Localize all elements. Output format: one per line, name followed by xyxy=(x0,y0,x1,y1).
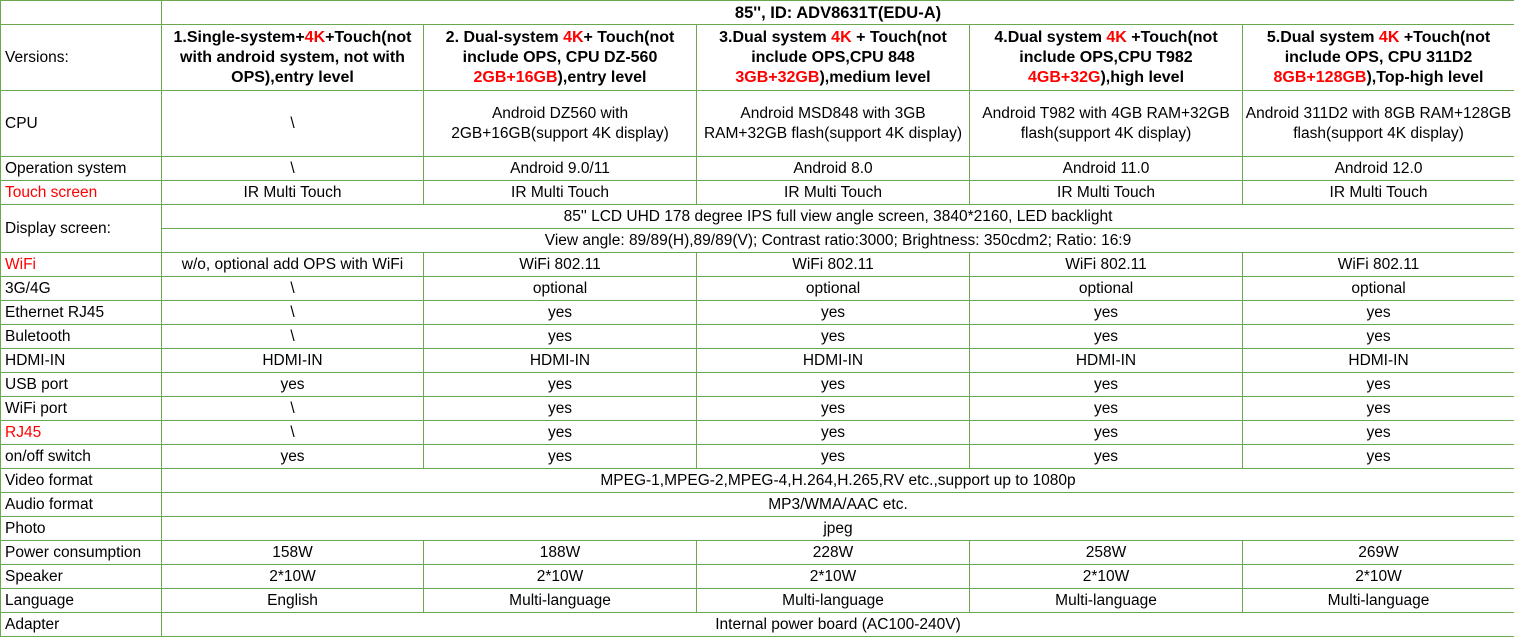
spec-cell-operation-system-version-3: Android 8.0 xyxy=(697,157,970,181)
spec-cell-rj45-version-1: \ xyxy=(162,421,424,445)
spec-cell-power-consumption-version-5: 269W xyxy=(1243,541,1514,565)
spec-cell-power-consumption-version-1: 158W xyxy=(162,541,424,565)
spec-cell-wifi-version-2: WiFi 802.11 xyxy=(424,253,697,277)
spec-cell-touch-screen-version-1: IR Multi Touch xyxy=(162,181,424,205)
spec-row xyxy=(1,517,1514,541)
spec-cell-language-version-3: Multi-language xyxy=(697,589,970,613)
version-1-text-a: 1.Single-system+ xyxy=(174,29,305,46)
spec-value-display-screen-line-2: View angle: 89/89(H),89/89(V); Contrast ratio:3000; Brightness: 350cdm2; Ratio: 16:9 xyxy=(162,229,1514,253)
spec-value-display-screen-line-1: 85'' LCD UHD 178 degree IPS full view angle screen, 3840*2160, LED backlight xyxy=(162,205,1514,229)
spec-cell-3g-4g-version-2: optional xyxy=(424,277,697,301)
version-header-3 xyxy=(697,25,970,91)
spec-row xyxy=(1,91,1514,157)
row-label-wifi-port: WiFi port xyxy=(1,397,162,421)
row-label-power-consumption: Power consumption xyxy=(1,541,162,565)
version-5-text-a: 5.Dual system xyxy=(1267,29,1379,46)
spec-row xyxy=(1,373,1514,397)
version-1-text-4k: 4K xyxy=(305,29,325,46)
row-label-versions: Versions: xyxy=(1,25,162,91)
version-4-text-a: 4.Dual system xyxy=(994,29,1106,46)
spec-cell-touch-screen-version-5: IR Multi Touch xyxy=(1243,181,1514,205)
version-3-text-c: + Touch(not include OPS,CPU 848 xyxy=(751,29,947,66)
version-4-text-memory: 4GB+32G xyxy=(1028,69,1100,86)
spec-cell-language-version-2: Multi-language xyxy=(424,589,697,613)
version-4-text-e: ),high level xyxy=(1100,69,1184,86)
row-label-photo: Photo xyxy=(1,517,162,541)
spec-row xyxy=(1,181,1514,205)
version-2-text-a: 2. Dual-system xyxy=(446,29,563,46)
spec-cell-rj45-version-5: yes xyxy=(1243,421,1514,445)
row-label-buletooth: Buletooth xyxy=(1,325,162,349)
spec-value-video-format: MPEG-1,MPEG-2,MPEG-4,H.264,H.265,RV etc.,support up to 1080p xyxy=(162,469,1514,493)
version-3-text-memory: 3GB+32GB xyxy=(735,69,819,86)
spec-row xyxy=(1,421,1514,445)
row-label-on-off-switch: on/off switch xyxy=(1,445,162,469)
spec-cell-wifi-version-3: WiFi 802.11 xyxy=(697,253,970,277)
spec-row xyxy=(1,301,1514,325)
spec-cell-on-off-switch-version-3: yes xyxy=(697,445,970,469)
spec-row xyxy=(1,397,1514,421)
version-4-text-c: +Touch(not include OPS,CPU T982 xyxy=(1019,29,1217,66)
spec-row xyxy=(1,445,1514,469)
spec-cell-hdmi-in-version-4: HDMI-IN xyxy=(970,349,1243,373)
spec-row xyxy=(1,613,1514,637)
spec-cell-speaker-version-1: 2*10W xyxy=(162,565,424,589)
spec-cell-cpu-version-1: \ xyxy=(162,91,424,157)
spec-table-body xyxy=(1,1,1514,637)
row-label-touch-screen: Touch screen xyxy=(1,181,162,205)
row-label-usb-port: USB port xyxy=(1,373,162,397)
row-label-ethernet-rj45: Ethernet RJ45 xyxy=(1,301,162,325)
spec-cell-hdmi-in-version-2: HDMI-IN xyxy=(424,349,697,373)
spec-cell-wifi-version-1: w/o, optional add OPS with WiFi xyxy=(162,253,424,277)
spec-cell-touch-screen-version-2: IR Multi Touch xyxy=(424,181,697,205)
spec-cell-wifi-port-version-3: yes xyxy=(697,397,970,421)
version-5-text-c: +Touch(not include OPS, CPU 311D2 xyxy=(1285,29,1490,66)
spec-cell-wifi-port-version-4: yes xyxy=(970,397,1243,421)
spec-cell-power-consumption-version-2: 188W xyxy=(424,541,697,565)
corner-cell xyxy=(1,1,162,25)
spec-cell-wifi-port-version-1: \ xyxy=(162,397,424,421)
spec-row xyxy=(1,253,1514,277)
spec-cell-usb-port-version-5: yes xyxy=(1243,373,1514,397)
version-3-text-e: ),medium level xyxy=(819,69,930,86)
spec-value-audio-format: MP3/WMA/AAC etc. xyxy=(162,493,1514,517)
row-label-wifi: WiFi xyxy=(1,253,162,277)
row-label-operation-system: Operation system xyxy=(1,157,162,181)
spec-cell-hdmi-in-version-5: HDMI-IN xyxy=(1243,349,1514,373)
spec-cell-rj45-version-3: yes xyxy=(697,421,970,445)
row-label-speaker: Speaker xyxy=(1,565,162,589)
row-label-hdmi-in: HDMI-IN xyxy=(1,349,162,373)
spec-row xyxy=(1,349,1514,373)
spec-cell-usb-port-version-1: yes xyxy=(162,373,424,397)
row-label-video-format: Video format xyxy=(1,469,162,493)
spec-cell-buletooth-version-5: yes xyxy=(1243,325,1514,349)
version-header-1 xyxy=(162,25,424,91)
spec-cell-buletooth-version-1: \ xyxy=(162,325,424,349)
version-3-text-a: 3.Dual system xyxy=(719,29,831,46)
spec-cell-usb-port-version-4: yes xyxy=(970,373,1243,397)
spec-cell-power-consumption-version-3: 228W xyxy=(697,541,970,565)
spec-cell-language-version-5: Multi-language xyxy=(1243,589,1514,613)
spec-row xyxy=(1,565,1514,589)
spec-cell-on-off-switch-version-4: yes xyxy=(970,445,1243,469)
spec-cell-operation-system-version-1: \ xyxy=(162,157,424,181)
version-1-text-c: +Touch(not with android system, not with OPS),entry level xyxy=(180,29,411,86)
version-4-text-4k: 4K xyxy=(1106,29,1126,46)
spec-row xyxy=(1,469,1514,493)
spec-cell-buletooth-version-4: yes xyxy=(970,325,1243,349)
spec-cell-rj45-version-2: yes xyxy=(424,421,697,445)
spec-cell-operation-system-version-2: Android 9.0/11 xyxy=(424,157,697,181)
spec-cell-language-version-1: English xyxy=(162,589,424,613)
spec-row xyxy=(1,229,1514,253)
version-5-text-memory: 8GB+128GB xyxy=(1274,69,1367,86)
spec-cell-cpu-version-3: Android MSD848 with 3GB RAM+32GB flash(support 4K display) xyxy=(697,91,970,157)
row-label-rj45: RJ45 xyxy=(1,421,162,445)
spec-cell-cpu-version-5: Android 311D2 with 8GB RAM+128GB flash(support 4K display) xyxy=(1243,91,1514,157)
version-2-text-c: + Touch(not include OPS, CPU DZ-560 xyxy=(463,29,675,66)
spec-cell-operation-system-version-4: Android 11.0 xyxy=(970,157,1243,181)
spec-cell-3g-4g-version-5: optional xyxy=(1243,277,1514,301)
spec-cell-buletooth-version-2: yes xyxy=(424,325,697,349)
spec-cell-wifi-port-version-5: yes xyxy=(1243,397,1514,421)
row-label-3g-4g: 3G/4G xyxy=(1,277,162,301)
version-5-text-4k: 4K xyxy=(1379,29,1399,46)
version-2-text-e: ),entry level xyxy=(558,69,647,86)
spec-row xyxy=(1,589,1514,613)
spec-cell-power-consumption-version-4: 258W xyxy=(970,541,1243,565)
spec-cell-touch-screen-version-4: IR Multi Touch xyxy=(970,181,1243,205)
spec-row xyxy=(1,541,1514,565)
version-header-2 xyxy=(424,25,697,91)
spec-row xyxy=(1,277,1514,301)
spec-cell-usb-port-version-2: yes xyxy=(424,373,697,397)
version-5-text-e: ),Top-high level xyxy=(1366,69,1483,86)
spec-cell-buletooth-version-3: yes xyxy=(697,325,970,349)
row-label-adapter: Adapter xyxy=(1,613,162,637)
spec-row xyxy=(1,493,1514,517)
spec-cell-ethernet-rj45-version-5: yes xyxy=(1243,301,1514,325)
spec-row xyxy=(1,157,1514,181)
spec-cell-ethernet-rj45-version-2: yes xyxy=(424,301,697,325)
table-title: 85'', ID: ADV8631T(EDU-A) xyxy=(162,1,1514,25)
spec-row xyxy=(1,205,1514,229)
spec-cell-on-off-switch-version-5: yes xyxy=(1243,445,1514,469)
spec-value-photo: jpeg xyxy=(162,517,1514,541)
version-2-text-4k: 4K xyxy=(563,29,583,46)
versions-row xyxy=(1,25,1514,91)
row-label-language: Language xyxy=(1,589,162,613)
version-2-text-memory: 2GB+16GB xyxy=(474,69,558,86)
spec-cell-speaker-version-3: 2*10W xyxy=(697,565,970,589)
spec-cell-operation-system-version-5: Android 12.0 xyxy=(1243,157,1514,181)
spec-cell-ethernet-rj45-version-1: \ xyxy=(162,301,424,325)
spec-cell-cpu-version-4: Android T982 with 4GB RAM+32GB flash(support 4K display) xyxy=(970,91,1243,157)
version-header-4 xyxy=(970,25,1243,91)
spec-cell-wifi-port-version-2: yes xyxy=(424,397,697,421)
spec-row xyxy=(1,325,1514,349)
spec-value-adapter: Internal power board (AC100-240V) xyxy=(162,613,1514,637)
spec-cell-ethernet-rj45-version-4: yes xyxy=(970,301,1243,325)
spec-cell-usb-port-version-3: yes xyxy=(697,373,970,397)
version-3-text-4k: 4K xyxy=(831,29,851,46)
spec-cell-speaker-version-5: 2*10W xyxy=(1243,565,1514,589)
spec-cell-speaker-version-4: 2*10W xyxy=(970,565,1243,589)
spec-cell-touch-screen-version-3: IR Multi Touch xyxy=(697,181,970,205)
title-row xyxy=(1,1,1514,25)
row-label-cpu: CPU xyxy=(1,91,162,157)
row-label-display-screen: Display screen: xyxy=(1,205,162,253)
spec-cell-on-off-switch-version-2: yes xyxy=(424,445,697,469)
spec-cell-speaker-version-2: 2*10W xyxy=(424,565,697,589)
row-label-audio-format: Audio format xyxy=(1,493,162,517)
spec-cell-hdmi-in-version-3: HDMI-IN xyxy=(697,349,970,373)
spec-cell-wifi-version-4: WiFi 802.11 xyxy=(970,253,1243,277)
spec-cell-on-off-switch-version-1: yes xyxy=(162,445,424,469)
spec-cell-wifi-version-5: WiFi 802.11 xyxy=(1243,253,1514,277)
spec-cell-cpu-version-2: Android DZ560 with 2GB+16GB(support 4K display) xyxy=(424,91,697,157)
version-header-5 xyxy=(1243,25,1514,91)
spec-cell-ethernet-rj45-version-3: yes xyxy=(697,301,970,325)
spec-cell-3g-4g-version-3: optional xyxy=(697,277,970,301)
spec-cell-language-version-4: Multi-language xyxy=(970,589,1243,613)
spec-cell-3g-4g-version-1: \ xyxy=(162,277,424,301)
spec-cell-hdmi-in-version-1: HDMI-IN xyxy=(162,349,424,373)
spec-cell-3g-4g-version-4: optional xyxy=(970,277,1243,301)
spec-cell-rj45-version-4: yes xyxy=(970,421,1243,445)
